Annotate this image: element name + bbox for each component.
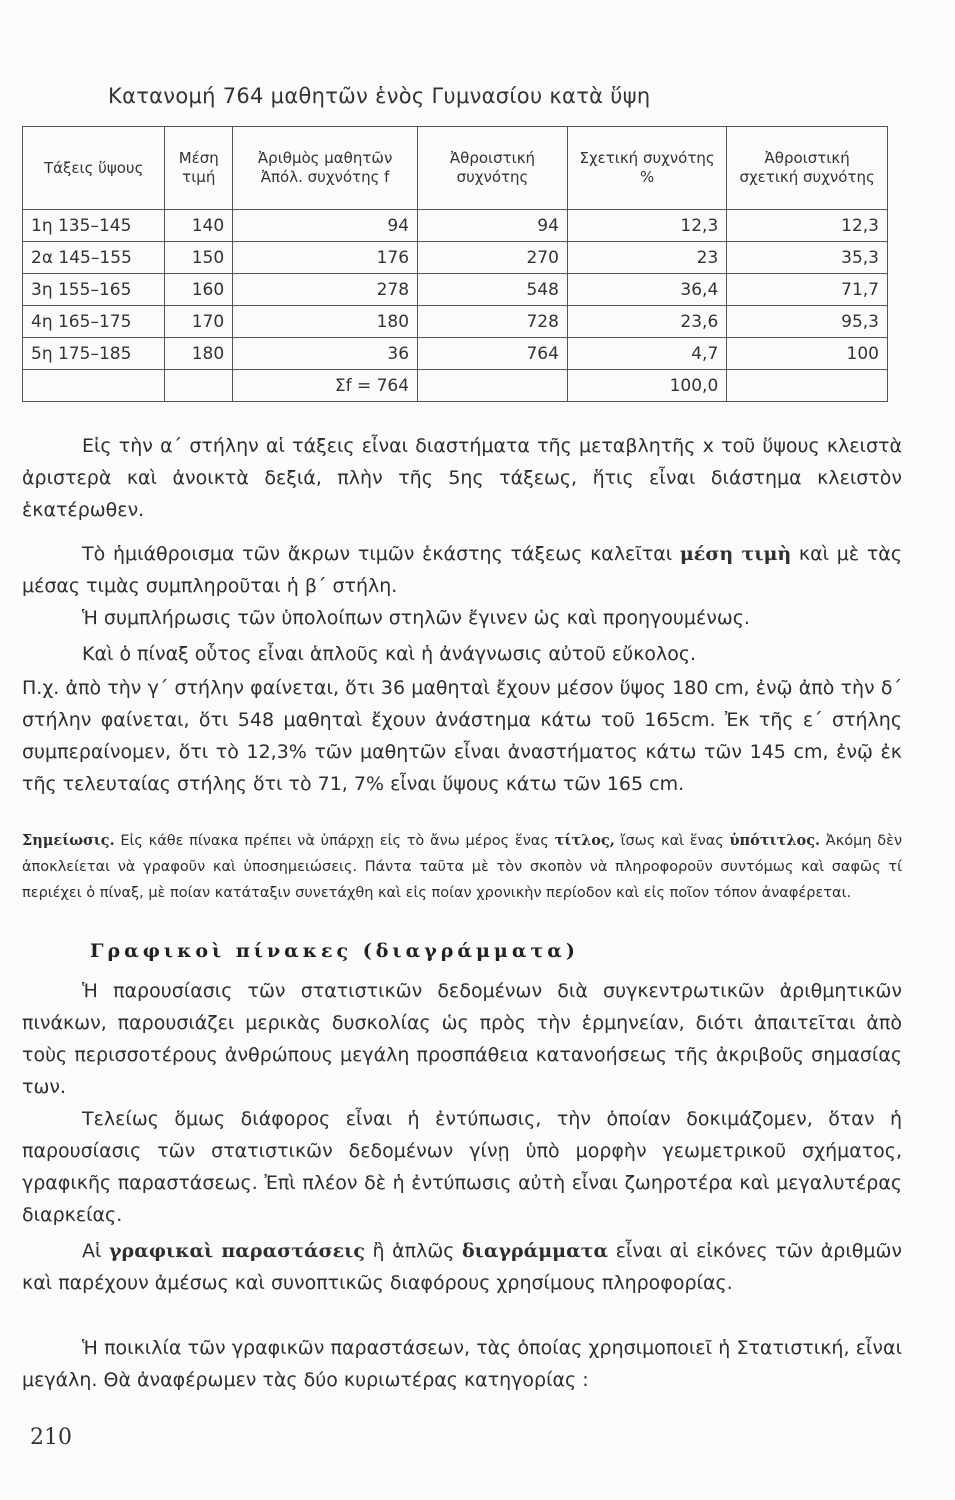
cell-class: 5η 175–185 [23, 338, 165, 370]
paragraph-note [22, 828, 902, 906]
cell-cumrel: 95,3 [727, 306, 888, 338]
section-heading: Γραφικοὶ πίνακες (διαγράμματα) [90, 940, 579, 962]
table-row [23, 242, 888, 274]
paragraph-text: Καὶ ὁ πίναξ οὗτος εἶναι ἁπλοῦς καὶ ἡ ἀνάγνωσις αὐτοῦ εὔκολος. [82, 643, 697, 665]
emphasis-term: διαγράμματα [461, 1240, 609, 1262]
cell-f: 278 [233, 274, 418, 306]
table-title: Κατανομή 764 μαθητῶν ἑνὸς Γυμνασίου κατὰ ὕψη [108, 84, 651, 108]
header-class: Τάξεις ὕψους [23, 127, 165, 210]
page-number: 210 [30, 1425, 72, 1450]
table-header-row [23, 127, 888, 210]
cell-class: 1η 135–145 [23, 210, 165, 242]
cell-rel: 23 [567, 242, 726, 274]
cell-cum: 270 [418, 242, 568, 274]
cell-rel: 36,4 [567, 274, 726, 306]
cell-class: 3η 155–165 [23, 274, 165, 306]
header-mid: Μέση τιμή [165, 127, 233, 210]
table-row [23, 210, 888, 242]
paragraph-text: Π.χ. ἀπὸ τὴν γ΄ στήλην φαίνεται, ὅτι 36 μαθηταὶ ἔχουν μέσον ὕψος 180 cm, ἐνῷ ἀπὸ τὴν δ΄ στήλην φαίνεται, ὅτι 548 μαθηταὶ ἔχουν ἀνάστημα κάτω τοῦ 165cm. Ἐκ τῆς ε΄ στήλης συμπεραίνομεν, ὅτι τὸ 12,3% τῶν μαθητῶν εἶναι ἀναστήματος κάτω τῶν 145 cm, ἐνῷ ἐκ τῆς τελευταίας στήλης ὅτι τὸ 71, 7% εἶναι ὕψους κάτω τῶν 165 cm. [22, 677, 902, 795]
paragraph-text: καὶ μὲ τὰς μέσας τιμὰς συμπληροῦται ἡ β΄ στήλη. [22, 543, 902, 597]
cell-cum: 548 [418, 274, 568, 306]
cell-cumrel: 12,3 [727, 210, 888, 242]
cell-mid: 170 [165, 306, 233, 338]
cell-total-f: Σf = 764 [233, 370, 418, 402]
note-label: Σημείωσις. [22, 832, 115, 849]
cell-rel: 12,3 [567, 210, 726, 242]
cell-class: 4η 165–175 [23, 306, 165, 338]
table-total-row [23, 370, 888, 402]
paragraph-text: Τελείως ὅμως διάφορος εἶναι ἡ ἐντύπωσις, τὴν ὁποίαν δοκιμάζομεν, ὅταν ἡ παρουσίασις τῶν στατιστικῶν δεδομένων γίνῃ ὑπὸ μορφὴν γεωμετρικοῦ σχήματος, γραφικῆς παραστάσεως. Ἐπὶ πλέον δὲ ἡ ἐντύπωσις αὐτὴ εἶναι ζωηροτέρα καὶ μεγαλυτέρας διαρκείας. [22, 1108, 902, 1226]
paragraph-presentation [22, 975, 902, 1103]
cell-mid: 150 [165, 242, 233, 274]
paragraph-text: Ἡ συμπλήρωσις τῶν ὑπολοίπων στηλῶν ἔγινεν ὡς καὶ προηγουμένως. [82, 607, 750, 629]
cell-empty [418, 370, 568, 402]
paragraph-graphs [22, 1235, 902, 1299]
cell-cum: 728 [418, 306, 568, 338]
cell-cum: 94 [418, 210, 568, 242]
paragraph-variety [22, 1332, 902, 1396]
cell-f: 36 [233, 338, 418, 370]
header-cum: Ἀθροιστική συχνότης [418, 127, 568, 210]
emphasis-term: τίτλος, [554, 832, 615, 849]
cell-empty [23, 370, 165, 402]
cell-empty [165, 370, 233, 402]
paragraph-completion [22, 602, 902, 634]
header-f: Ἀριθμὸς μαθητῶν Ἀπόλ. συχνότης f [233, 127, 418, 210]
emphasis-term: γραφικαὶ παραστάσεις [109, 1240, 365, 1262]
paragraph-text: Τὸ ἡμιάθροισμα τῶν ἄκρων τιμῶν ἑκάστης τάξεως καλεῖται [82, 543, 673, 565]
paragraph-text: Εἰς τὴν α΄ στήλην αἱ τάξεις εἶναι διαστήματα τῆς μεταβλητῆς x τοῦ ὕψους κλειστὰ ἀριστερὰ καὶ ἀνοικτὰ δεξιά, πλὴν τῆς 5ης τάξεως, ἥτις εἶναι διάστημα κλειστὸν ἑκατέρωθεν. [22, 435, 902, 521]
paragraph-columns [22, 430, 902, 526]
paragraph-impression [22, 1103, 902, 1231]
paragraph-text: Ἡ παρουσίασις τῶν στατιστικῶν δεδομένων διὰ συγκεντρωτικῶν ἀριθμητικῶν πινάκων, παρουσιάζει μερικὰς δυσκολίας ὡς πρὸς τὴν ἑρμηνείαν, διότι ἀπαιτεῖται ἀπὸ τοὺς περισσοτέρους ἀνθρώπους μεγάλη προσπάθεια κατανοήσεως τῆς ἀκριβοῦς σημασίας των. [22, 980, 902, 1098]
paragraph-mean-value [22, 538, 902, 602]
cell-rel: 4,7 [567, 338, 726, 370]
cell-mid: 180 [165, 338, 233, 370]
cell-rel: 23,6 [567, 306, 726, 338]
paragraph-example [22, 672, 902, 800]
paragraph-text: ἴσως καὶ ἕνας [620, 833, 724, 849]
header-rel: Σχετική συχνότης % [567, 127, 726, 210]
header-cumrel: Ἀθροιστική σχετική συχνότης [727, 127, 888, 210]
table-row [23, 274, 888, 306]
cell-total-rel: 100,0 [567, 370, 726, 402]
emphasis-term: μέση τιμὴ [679, 543, 792, 565]
cell-cumrel: 35,3 [727, 242, 888, 274]
paragraph-simple [22, 638, 902, 670]
paragraph-text: Εἰς κάθε πίνακα πρέπει νὰ ὑπάρχῃ εἰς τὸ ἄνω μέρος ἕνας [120, 833, 549, 849]
paragraph-text: ἢ ἁπλῶς [372, 1240, 455, 1262]
emphasis-term: ὑπότιτλος. [729, 832, 821, 849]
cell-cumrel: 71,7 [727, 274, 888, 306]
cell-cum: 764 [418, 338, 568, 370]
cell-mid: 160 [165, 274, 233, 306]
cell-f: 180 [233, 306, 418, 338]
cell-cumrel: 100 [727, 338, 888, 370]
cell-f: 176 [233, 242, 418, 274]
cell-class: 2α 145–155 [23, 242, 165, 274]
paragraph-text: εἶναι αἱ εἰκόνες τῶν ἀριθμῶν καὶ παρέχουν ἀμέσως καὶ συνοπτικῶς διαφόρους χρησίμους πληροφορίας. [22, 1240, 902, 1294]
cell-f: 94 [233, 210, 418, 242]
paragraph-text: Ἀκόμη δὲν ἀποκλείεται νὰ γραφοῦν καὶ ὑποσημειώσεις. Πάντα ταῦτα μὲ τὸν σκοπὸν νὰ πληροφοροῦν συντόμως καὶ σαφῶς τί περιέχει ὁ πίναξ, μὲ ποίαν κατάταξιν συνετάχθη καὶ εἰς ποίαν χρονικὴν περίοδον καὶ εἰς ποῖον τόπον ἀναφέρεται. [22, 833, 903, 901]
table-row [23, 306, 888, 338]
cell-empty [727, 370, 888, 402]
cell-mid: 140 [165, 210, 233, 242]
frequency-table [22, 126, 888, 402]
paragraph-text: Ἡ ποικιλία τῶν γραφικῶν παραστάσεων, τὰς ὁποίας χρησιμοποιεῖ ἡ Στατιστική, εἶναι μεγάλη. Θὰ ἀναφέρωμεν τὰς δύο κυριωτέρας κατηγορίας : [22, 1337, 902, 1391]
table-row [23, 338, 888, 370]
paragraph-text: Αἱ [82, 1240, 102, 1262]
